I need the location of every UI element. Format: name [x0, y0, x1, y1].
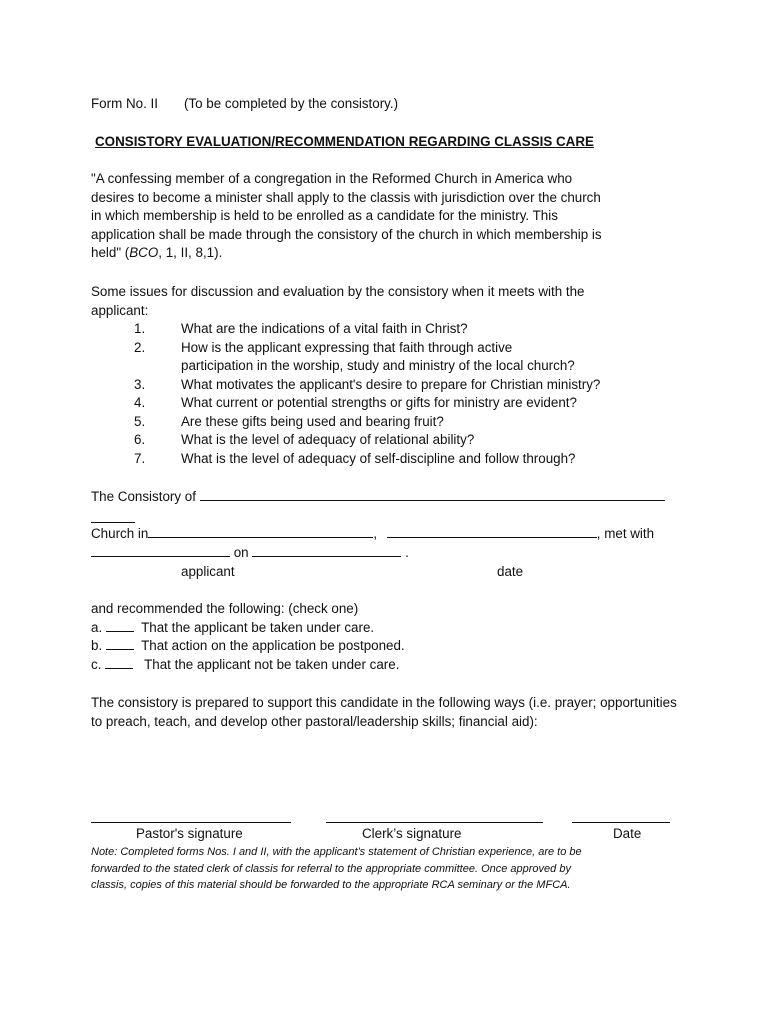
- recommendation-block: [91, 600, 405, 674]
- question-text: What are the indications of a vital faith in Christ?: [181, 321, 468, 336]
- question-item: [91, 320, 600, 339]
- consistory-of-label: The Consistory of: [91, 489, 196, 504]
- footer-note: [91, 844, 691, 894]
- option-letter: a.: [91, 619, 103, 635]
- question-item: [91, 431, 600, 450]
- option-b: [91, 637, 405, 656]
- clerk-signature-label: Clerk’s signature: [362, 826, 462, 841]
- church-in-label: Church in: [91, 526, 149, 541]
- question-item: [91, 376, 600, 395]
- pastor-signature-field[interactable]: [91, 812, 291, 823]
- question-text: How is the applicant expressing that faith through active: [181, 339, 513, 355]
- question-text: Are these gifts being used and bearing fruit?: [181, 413, 444, 429]
- pastor-signature-label: Pastor's signature: [136, 826, 243, 841]
- church-in-row: [91, 525, 654, 544]
- quote-line: "A confessing member of a congregation in the Reformed Church in America who: [91, 171, 573, 186]
- question-number: 2.: [134, 339, 146, 355]
- note-line: Note: Completed forms Nos. I and II, with the applicant's statement of Christian experience, are to be: [91, 846, 582, 858]
- support-text: The consistory is prepared to support this candidate in the following ways (i.e. prayer; opportunities to preach, teach, and develop other pastoral/leadership skills; financial aid):: [91, 695, 677, 729]
- option-letter: c.: [91, 656, 102, 672]
- option-letter: b.: [91, 638, 103, 653]
- question-text: What motivates the applicant's desire to prepare for Christian ministry?: [181, 376, 601, 392]
- option-a: [91, 619, 405, 638]
- question-number: 1.: [134, 321, 146, 336]
- church-city-field[interactable]: [148, 525, 373, 538]
- applicant-name-field[interactable]: [91, 544, 230, 557]
- bco-quote: [91, 170, 681, 263]
- question-item: [91, 450, 600, 469]
- question-text: What current or potential strengths or gifts for ministry are evident?: [181, 395, 577, 410]
- bco-citation: BCO: [129, 245, 159, 260]
- quote-line: in which membership is held to be enrolled as a candidate for the ministry. This: [91, 208, 558, 223]
- question-number: 5.: [134, 413, 146, 429]
- intro-line: Some issues for discussion and evaluation by the consistory when it meets with the: [91, 284, 585, 299]
- question-text: What is the level of adequacy of relational ability?: [181, 432, 475, 447]
- consistory-name-continuation-field[interactable]: [91, 508, 135, 523]
- period-text: .: [405, 545, 409, 560]
- question-text: participation in the worship, study and ministry of the local church?: [181, 358, 575, 373]
- comma-text: ,: [373, 526, 378, 541]
- option-b-checkbox[interactable]: [106, 637, 134, 650]
- quote-text: held" (: [91, 245, 130, 260]
- on-label: on: [233, 545, 249, 560]
- question-number: 6.: [134, 432, 146, 447]
- consistory-name-field[interactable]: [200, 488, 665, 501]
- question-item: [91, 339, 600, 358]
- intro-line: applicant:: [91, 302, 149, 318]
- question-number: 4.: [134, 395, 146, 410]
- form-title: CONSISTORY EVALUATION/RECOMMENDATION REGARDING CLASSIS CARE: [95, 134, 594, 149]
- option-text: That the applicant be taken under care.: [141, 619, 375, 635]
- recommendation-intro: and recommended the following: (check one): [91, 601, 359, 616]
- quote-line-last: [91, 244, 681, 263]
- clerk-signature-field[interactable]: [326, 812, 543, 823]
- church-state-field[interactable]: [387, 525, 597, 538]
- quote-line: application shall be made through the consistory of the church in which membership is: [91, 226, 602, 242]
- option-c: [91, 656, 405, 675]
- question-number: 7.: [134, 450, 146, 466]
- note-line: forwarded to the stated clerk of classis for referral to the appropriate committee. Once approved by: [91, 862, 571, 875]
- question-number: 3.: [134, 376, 146, 392]
- quote-line: desires to become a minister shall apply to the classis with jurisdiction over the church: [91, 189, 601, 205]
- question-text: What is the level of adequacy of self-discipline and follow through?: [181, 450, 576, 466]
- form-header: [91, 95, 398, 114]
- consistory-of-row: [91, 488, 665, 507]
- option-text: That the applicant not be taken under care.: [144, 656, 400, 672]
- applicant-caption: applicant: [181, 564, 235, 579]
- meeting-date-field[interactable]: [252, 544, 401, 557]
- option-text: That action on the application be postponed.: [141, 638, 405, 653]
- option-a-checkbox[interactable]: [106, 619, 134, 632]
- date-signature-label: Date: [613, 826, 642, 841]
- discussion-intro: [91, 283, 584, 320]
- form-number: Form No. II: [91, 96, 158, 111]
- signature-date-field[interactable]: [572, 812, 670, 823]
- note-line: classis, copies of this material should be forwarded to the appropriate RCA seminary or the MFCA.: [91, 879, 571, 891]
- completed-by-note: (To be completed by the consistory.): [183, 96, 399, 111]
- option-c-checkbox[interactable]: [105, 656, 133, 669]
- question-item: [91, 394, 600, 413]
- discussion-questions: [91, 320, 600, 468]
- applicant-date-row: [91, 544, 409, 563]
- quote-text: , 1, II, 8,1).: [158, 245, 223, 260]
- question-item: [91, 357, 600, 376]
- met-with-label: , met with: [596, 526, 655, 541]
- date-caption: date: [497, 564, 524, 579]
- question-item: [91, 413, 600, 432]
